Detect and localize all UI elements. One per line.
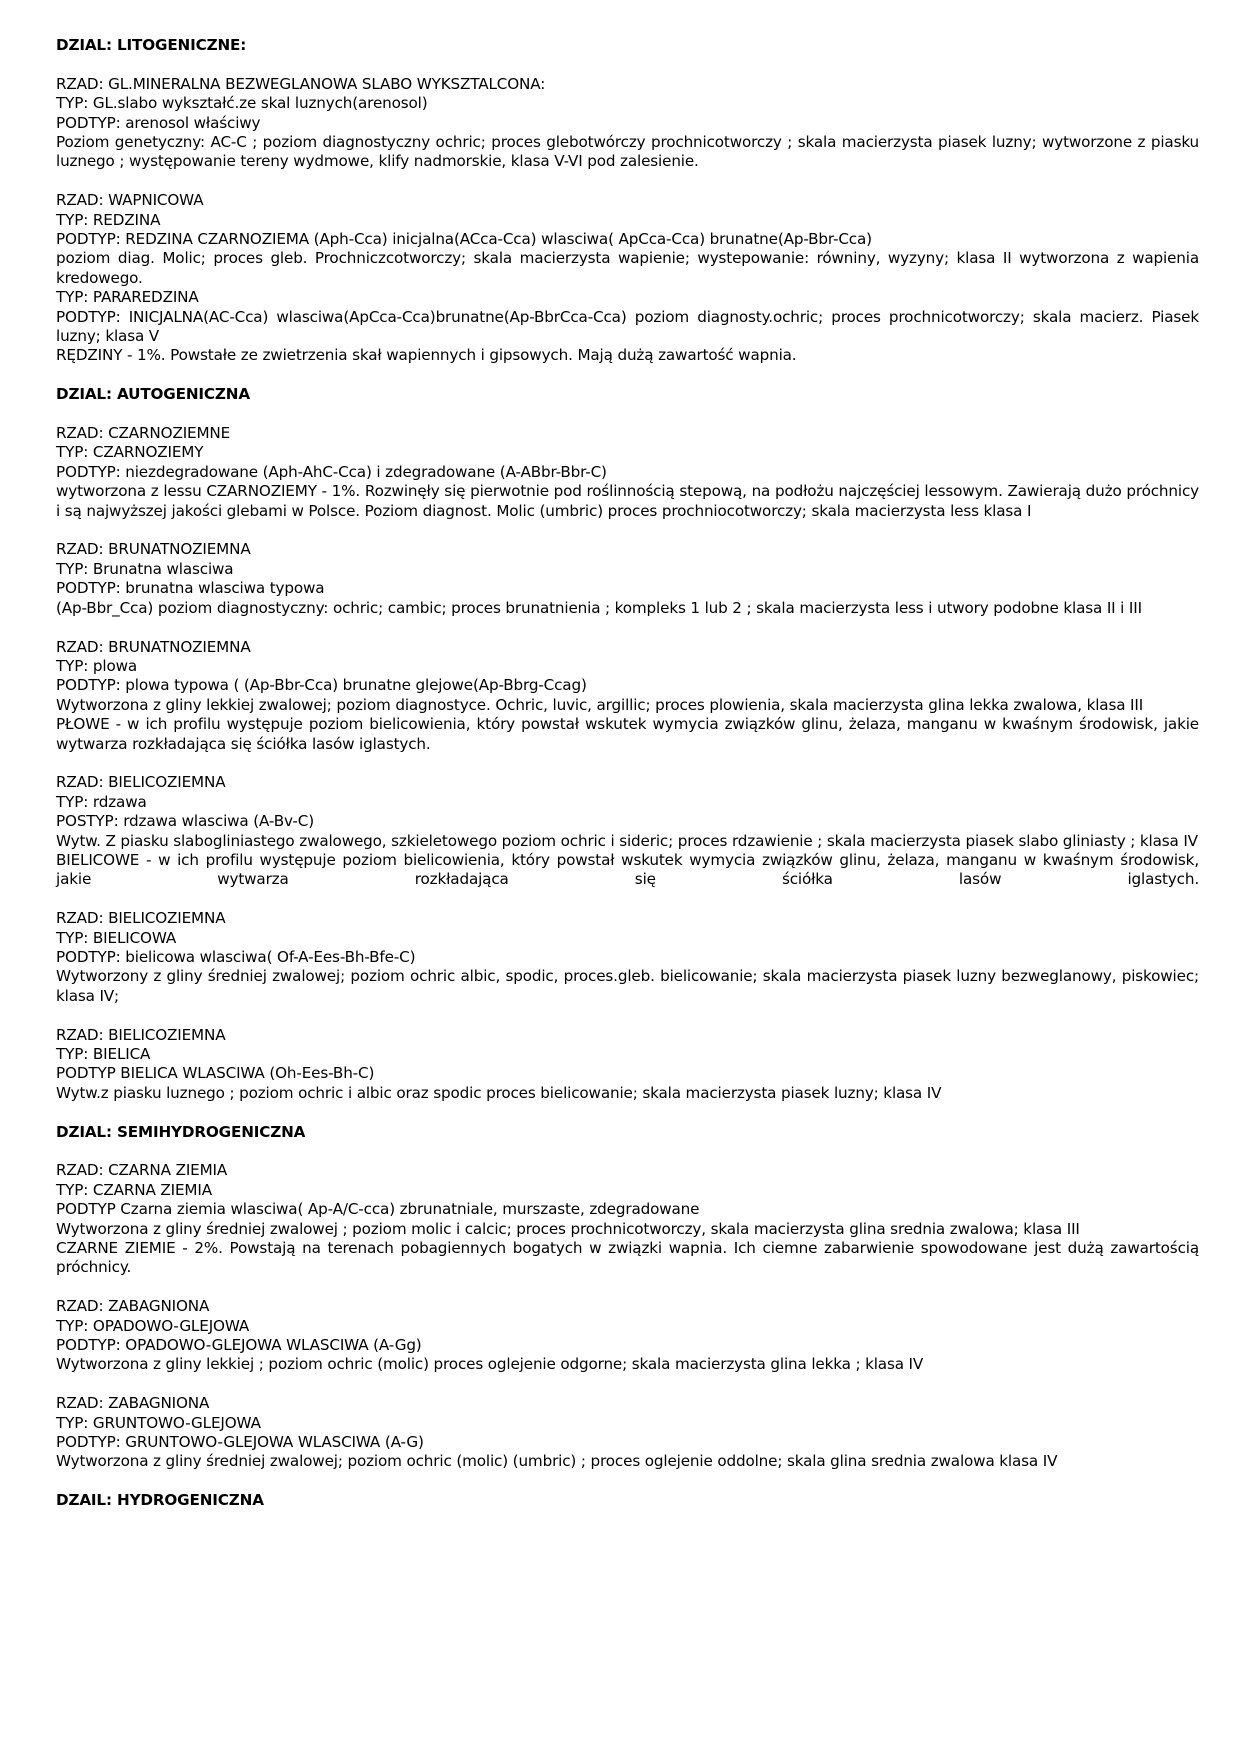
text-line: TYP: Brunatna wlasciwa	[56, 559, 234, 578]
soil-entry	[56, 1026, 1199, 1104]
text-line: Wytworzona z gliny lekkiej zwalowej; poziom diagnostyce. Ochric, luvic, argillic; proces plowienia, skala macierzysta glina lekka zwalowa, klasa III	[56, 695, 1144, 714]
text-line: RZAD: CZARNA ZIEMIA	[56, 1161, 228, 1180]
section-heading: DZAIL: HYDROGENICZNA	[56, 1491, 264, 1510]
text-line: PODTYP: INICJALNA(AC-Cca) wlasciwa(ApCca-Cca)brunatne(Ap-BbrCca-Cca) poziom diagnosty.ochric; proces prochnicotworczy; skala macierz. Piasek luzny; klasa V	[56, 307, 1199, 346]
soil-entry	[56, 540, 1199, 618]
text-line: TYP: BIELICA	[56, 1044, 151, 1063]
text-line: Wytworzony z gliny średniej zwalowej; poziom ochric albic, spodic, proces.gleb. bielicowanie; skala macierzysta piasek luzny bezweglanowy, piskowiec; klasa IV;	[56, 967, 1199, 1005]
text-line: RZAD: BIELICOZIEMNA	[56, 773, 226, 792]
text-line: TYP: CZARNOZIEMY	[56, 443, 204, 462]
section-heading: DZIAL: SEMIHYDROGENICZNA	[56, 1122, 306, 1141]
soil-entry	[56, 1161, 1199, 1277]
text-line: TYP: OPADOWO-GLEJOWA	[56, 1316, 250, 1335]
text-line: Wytworzona z gliny lekkiej ; poziom ochric (molic) proces oglejenie odgorne; skala macierzysta glina lekka ; klasa IV	[56, 1355, 924, 1374]
text-line: RĘDZINY - 1%. Powstałe ze zwietrzenia skał wapiennych i gipsowych. Mają dużą zawartość wapnia.	[56, 346, 797, 365]
text-line: RZAD: GL.MINERALNA BEZWEGLANOWA SLABO WYKSZTALCONA:	[56, 74, 546, 93]
text-line: PODTYP Czarna ziemia wlasciwa( Ap-A/C-cca) zbrunatniale, murszaste, zdegradowane	[56, 1200, 700, 1219]
text-line: BIELICOWE - w ich profilu występuje poziom bielicowienia, który powstał wskutek wymycia związków glinu, żelaza, manganu w kwaśnym środowisk, jakie wytwarza rozkładająca się ściółka lasów iglastych.	[56, 850, 1199, 889]
text-line: PŁOWE - w ich profilu występuje poziom bielicowienia, który powstał wskutek wymycia związków glinu, żelaza, manganu w kwaśnym środowisk, jakie wytwarza rozkładająca się ściółka lasów iglastych.	[56, 715, 1199, 753]
text-line: TYP: PARAREDZINA	[56, 288, 199, 307]
text-line: TYP: GRUNTOWO-GLEJOWA	[56, 1413, 261, 1432]
section-heading: DZIAL: LITOGENICZNE:	[56, 36, 247, 54]
text-line: POSTYP: rdzawa wlasciwa (A-Bv-C)	[56, 812, 314, 831]
soil-entry	[56, 75, 1199, 172]
text-line: TYP: REDZINA	[56, 210, 161, 229]
text-line: PODTYP: arenosol właściwy	[56, 113, 261, 132]
text-line: RZAD: BRUNATNOZIEMNA	[56, 540, 251, 559]
text-line: PODTYP: niezdegradowane (Aph-AhC-Cca) i zdegradowane (A-ABbr-Bbr-C)	[56, 462, 607, 481]
soil-entry	[56, 638, 1199, 754]
text-line: RZAD: BRUNATNOZIEMNA	[56, 637, 251, 656]
soil-entry	[56, 191, 1199, 366]
document-page	[56, 36, 1199, 1530]
text-line: TYP: rdzawa	[56, 792, 147, 811]
text-line: Wytworzona z gliny średniej zwalowej ; poziom molic i calcic; proces prochnicotworczy, skala macierzysta glina srednia zwalowa; klasa III	[56, 1219, 1080, 1238]
text-line: Wytw.z piasku luznego ; poziom ochric i albic oraz spodic proces bielicowanie; skala macierzysta piasek luzny; klasa IV	[56, 1083, 942, 1102]
soil-entry	[56, 773, 1199, 889]
text-line: PODTYP BIELICA WLASCIWA (Oh-Ees-Bh-C)	[56, 1064, 375, 1083]
text-line: TYP: plowa	[56, 656, 138, 675]
text-line: PODTYP: bielicowa wlasciwa( Of-A-Ees-Bh-Bfe-C)	[56, 947, 416, 966]
text-line: PODTYP: GRUNTOWO-GLEJOWA WLASCIWA (A-G)	[56, 1433, 424, 1452]
text-line: RZAD: CZARNOZIEMNE	[56, 424, 231, 443]
text-line: PODTYP: OPADOWO-GLEJOWA WLASCIWA (A-Gg)	[56, 1336, 422, 1355]
text-line: Poziom genetyczny: AC-C ; poziom diagnostyczny ochric; proces glebotwórczy prochnicotworczy ; skala macierzysta piasek luzny; wytworzone z piasku luznego ; występowanie tereny wydmowe, klify nadmorskie, klasa V-VI pod zalesienie.	[56, 133, 1199, 171]
section-heading: DZIAL: AUTOGENICZNA	[56, 385, 250, 404]
soil-entry	[56, 909, 1199, 1006]
text-line: PODTYP: plowa typowa ( (Ap-Bbr-Cca) brunatne glejowe(Ap-Bbrg-Ccag)	[56, 676, 587, 695]
text-line: wytworzona z lessu CZARNOZIEMY - 1%. Rozwinęły się pierwotnie pod roślinnością stepową, na podłożu najczęściej lessowym. Zawierają dużo próchnicy i są najwyższej jakości glebami w Polsce. Poziom diagnost. Molic (umbric) proces prochniocotworczy; skala macierzysta less klasa I	[56, 482, 1199, 520]
text-line: PODTYP: REDZINA CZARNOZIEMA (Aph-Cca) inicjalna(ACca-Cca) wlasciwa( ApCca-Cca) brunatne(Ap-Bbr-Cca)	[56, 230, 872, 249]
soil-entry	[56, 1394, 1199, 1472]
text-line: RZAD: BIELICOZIEMNA	[56, 909, 226, 928]
text-line: Wytw. Z piasku slabogliniastego zwalowego, szkieletowego poziom ochric i sideric; proces rdzawienie ; skala macierzysta piasek slabo gliniasty ; klasa IV	[56, 831, 1198, 850]
soil-entry	[56, 424, 1199, 521]
text-line: PODTYP: brunatna wlasciwa typowa	[56, 579, 325, 598]
text-line: TYP: BIELICOWA	[56, 928, 177, 947]
text-line: RZAD: ZABAGNIONA	[56, 1394, 210, 1413]
soil-entry	[56, 1297, 1199, 1375]
text-line: RZAD: WAPNICOWA	[56, 191, 204, 210]
text-line: (Ap-Bbr_Cca) poziom diagnostyczny: ochric; cambic; proces brunatnienia ; kompleks 1 lub 2 ; skala macierzysta less i utwory podobne klasa II i III	[56, 598, 1142, 617]
text-line: TYP: GL.slabo wykształć.ze skal luznych(arenosol)	[56, 94, 428, 113]
text-line: CZARNE ZIEMIE - 2%. Powstają na terenach pobagiennych bogatych w związki wapnia. Ich ciemne zabarwienie spowodowane jest dużą zawartością próchnicy.	[56, 1239, 1199, 1277]
text-line: poziom diag. Molic; proces gleb. Prochniczcotworczy; skala macierzysta wapienie; wystepowanie: równiny, wyzyny; klasa II wytworzona z wapienia kredowego.	[56, 249, 1199, 287]
text-line: Wytworzona z gliny średniej zwalowej; poziom ochric (molic) (umbric) ; proces oglejenie oddolne; skala glina srednia zwalowa klasa IV	[56, 1452, 1058, 1471]
text-line: RZAD: BIELICOZIEMNA	[56, 1025, 226, 1044]
text-line: RZAD: ZABAGNIONA	[56, 1297, 210, 1316]
text-line: TYP: CZARNA ZIEMIA	[56, 1180, 212, 1199]
